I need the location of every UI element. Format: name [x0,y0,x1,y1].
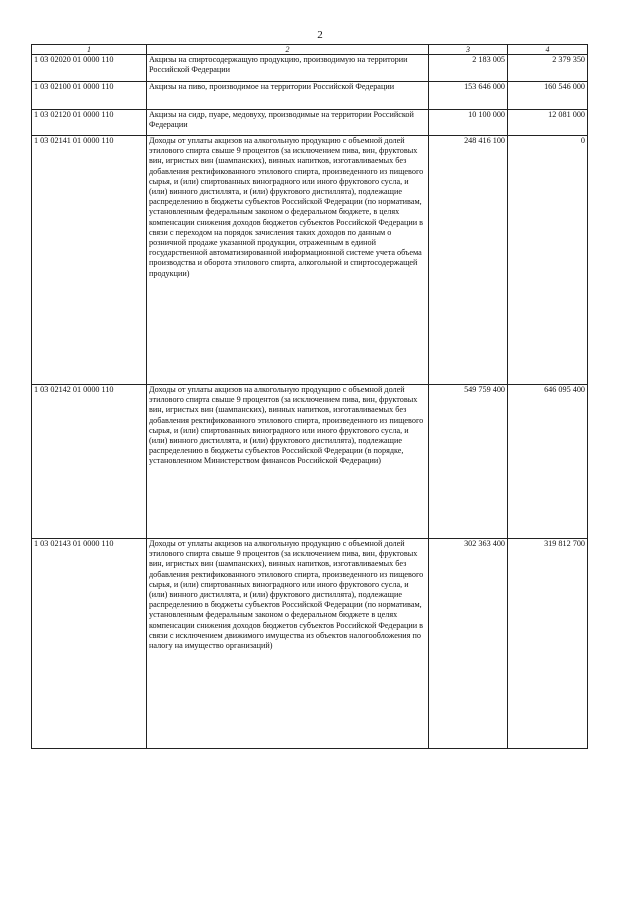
row-code: 1 03 02020 01 0000 110 [32,55,147,82]
table-row [32,539,588,749]
table-row [32,82,588,110]
row-description: Акцизы на пиво, производимое на территории Российской Федерации [147,82,429,110]
header-col-1: 1 [32,45,147,55]
row-code: 1 03 02120 01 0000 110 [32,110,147,136]
table-row [32,55,588,82]
table-row [32,385,588,539]
row-code: 1 03 02142 01 0000 110 [32,385,147,539]
row-code: 1 03 02100 01 0000 110 [32,82,147,110]
row-value-col4: 0 [508,136,588,385]
row-value-col3: 10 100 000 [429,110,508,136]
row-code: 1 03 02141 01 0000 110 [32,136,147,385]
row-value-col4: 12 081 000 [508,110,588,136]
row-value-col3: 2 183 005 [429,55,508,82]
table-row [32,136,588,385]
page-number: 2 [317,29,323,41]
row-description: Доходы от уплаты акцизов на алкогольную продукцию с объемной долей этилового спирта свыше 9 процентов (за исключением пива, вин, фруктовых вин, игристых вин (шампанских), винных напитков, изготавливаемых без добавления ректификованного этилового спирта, произведенного из пищевого сырья, и (или) спиртованных виноградного или иного фруктового сусла, и (или) винного дистиллята, и (или) фруктового дистиллята), подлежащие распределению в бюджеты субъектов Российской Федерации (по нормативам, установленным федеральным законом о федеральном бюджете, в целях компенсации снижения доходов бюджетов субъектов Российской Федерации в связи с переходом на порядок зачисления таких доходов по данным о розничной продаже указанной продукции, отраженным в единой государственной автоматизированной информационной системе учета объема производства и оборота этилового спирта, алкогольной и спиртосодержащей продукции) [147,136,429,385]
row-value-col4: 319 812 700 [508,539,588,749]
row-description: Доходы от уплаты акцизов на алкогольную продукцию с объемной долей этилового спирта свыше 9 процентов (за исключением пива, вин, фруктовых вин, игристых вин (шампанских), винных напитков, изготавливаемых без добавления ректификованного этилового спирта, произведенного из пищевого сырья, и (или) спиртованных виноградного или иного фруктового сусла, и (или) винного дистиллята, и (или) фруктового дистиллята), подлежащие распределению в бюджеты субъектов Российской Федерации (по нормативам, установленным федеральным законом о федеральном бюджете в целях компенсации снижения доходов бюджетов субъектов Российской Федерации в связи с исключением движимого имущества из объектов налогообложения по налогу на имущество организаций) [147,539,429,749]
row-value-col4: 160 546 000 [508,82,588,110]
row-description: Акцизы на спиртосодержащую продукцию, производимую на территории Российской Федерации [147,55,429,82]
budget-table [31,44,588,749]
row-value-col3: 549 759 400 [429,385,508,539]
table-header-row [32,45,588,55]
row-value-col3: 302 363 400 [429,539,508,749]
row-value-col4: 2 379 350 [508,55,588,82]
row-code: 1 03 02143 01 0000 110 [32,539,147,749]
header-col-3: 3 [429,45,508,55]
row-description: Доходы от уплаты акцизов на алкогольную продукцию с объемной долей этилового спирта свыше 9 процентов (за исключением пива, вин, фруктовых вин, игристых вин (шампанских), винных напитков, изготавливаемых без добавления ректификованного этилового спирта, произведенного из пищевого сырья, и (или) спиртованных виноградного или иного фруктового сусла, и (или) винного дистиллята, и (или) фруктового дистиллята), подлежащие распределению в бюджеты субъектов Российской Федерации (в порядке, установленном Министерством финансов Российской Федерации) [147,385,429,539]
header-col-2: 2 [147,45,429,55]
row-description: Акцизы на сидр, пуаре, медовуху, производимые на территории Российской Федерации [147,110,429,136]
header-col-4: 4 [508,45,588,55]
row-value-col4: 646 095 400 [508,385,588,539]
row-value-col3: 153 646 000 [429,82,508,110]
row-value-col3: 248 416 100 [429,136,508,385]
table-row [32,110,588,136]
